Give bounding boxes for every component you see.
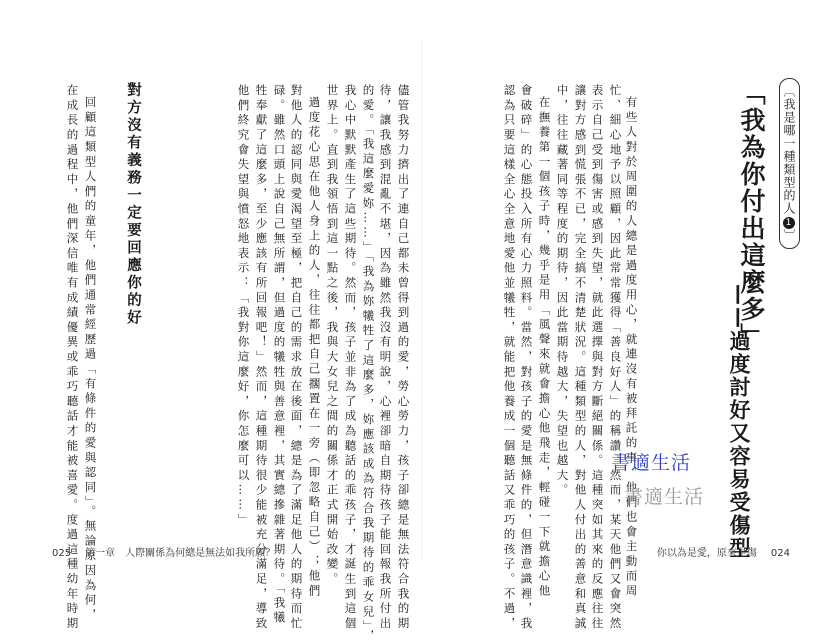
body-line: 認為只要這樣全心全意地愛他並犧牲，就能把他養成一個聽話又乖巧的孩子。不過， bbox=[502, 84, 517, 632]
body-line: 會破碎」的心態投入所有心力照料。當然，對孩子的愛是無條件的，但潛意識裡，我 bbox=[519, 84, 534, 632]
body-line: 表示自己受到傷害或感到失望，就此選擇與對方斷絕關係。這種突如其來的反應往往 bbox=[590, 84, 605, 632]
body-line: 碌。雖然口頭上說自己無所謂，但過度的犧牲與善意裡，其實總摻雜著期待。「我犧 bbox=[272, 84, 287, 626]
series-tab-close: 〕 bbox=[782, 229, 796, 242]
body-line: 對他人的認同與愛渴望至極，把自己的需求放在後面，總是為了滿足他人的期待而忙 bbox=[289, 84, 304, 632]
body-line: 他們終究會失望與憤怒地表示：「我對你這麼好，你怎麼可以……」 bbox=[236, 84, 251, 528]
section-heading: 對方沒有義務一定要回應你的好 bbox=[125, 82, 141, 327]
body-line: 的愛。「我這麼愛妳……」「我為妳犧牲了這麼多，妳應該成為符合我期待的乖女兒」， bbox=[361, 84, 376, 644]
left-page-footer bbox=[52, 544, 275, 559]
watermark-primary: 書適生活 bbox=[611, 452, 692, 474]
series-number-badge: 1 bbox=[783, 217, 795, 229]
body-line: 儘管我努力擠出了連自己都未曾得到過的愛，勞心勞力，孩子卻總是無法符合我的期 bbox=[396, 84, 411, 632]
chapter-subtitle: ——過度討好又容易受傷型 bbox=[727, 284, 751, 560]
watermark-secondary: 書適生活 bbox=[624, 486, 705, 508]
left-running-head: 第一章 人際關係為何總是無法如我所願？ bbox=[85, 548, 276, 559]
body-line: 忙、細心地予以照顧，因此常常獲得「善良好人」的稱讚。然而，某天他們又會突然 bbox=[608, 84, 623, 632]
body-line: 中，往往藏著同等程度的期待，因此當期待越大，失望也越大。 bbox=[555, 84, 570, 499]
chapter-title: 「我為你付出這麼多」 bbox=[737, 80, 766, 350]
right-running-head: 你以為是愛，原來是傷 bbox=[656, 548, 757, 559]
body-line: 過度花心思在他人身上的人，往往都把自己擱置在一旁（即忽略自己）；他們 bbox=[307, 96, 322, 600]
series-tab-label: 〔我是哪一種類型的人 bbox=[782, 85, 796, 215]
body-line: 牲奉獻了這麼多，至少應該有所回報吧！」然而，這種期待很少能被充分滿足，導致 bbox=[254, 84, 269, 632]
body-line: 有些人對於周圍的人總是過度用心，就連沒有被拜託的事，他們也會主動而周 bbox=[624, 96, 639, 600]
body-line: 回顧這類型人們的童年，他們通常經歷過「有條件的愛與認同」。無論原因為何， bbox=[83, 96, 98, 624]
left-page-number: 025 bbox=[52, 548, 72, 559]
right-page-number: 024 bbox=[770, 548, 790, 559]
body-line: 待，讓我感到混亂不堪，因為雖然我沒有明說，心裡卻暗自期待孩子能回報我所付出 bbox=[378, 84, 393, 632]
right-page-footer bbox=[657, 544, 790, 559]
page-gutter bbox=[421, 40, 422, 560]
body-line: 在成長的過程中，他們深信唯有成績優異或乖巧聽話才能被喜愛。度過這種幼年時期 bbox=[65, 84, 80, 632]
body-line: 讓對方感到慌張不已，完全搞不清楚狀況。這種類型的人，對他人付出的善意和真誠 bbox=[573, 84, 588, 632]
series-tab bbox=[779, 78, 800, 249]
body-line: 我心中默默產生了這些期待。然而，孩子並非為了成為聽話的乖孩子，才誕生到這個 bbox=[343, 84, 358, 632]
body-line: 世界上。直到我領悟到這一點之後，我與大女兒之間的關係才正式開始改變。 bbox=[325, 84, 340, 588]
body-line: 在撫養第一個孩子時，幾乎是用「風聲來就會擔心他飛走，輕碰一下就擔心他 bbox=[537, 96, 552, 600]
